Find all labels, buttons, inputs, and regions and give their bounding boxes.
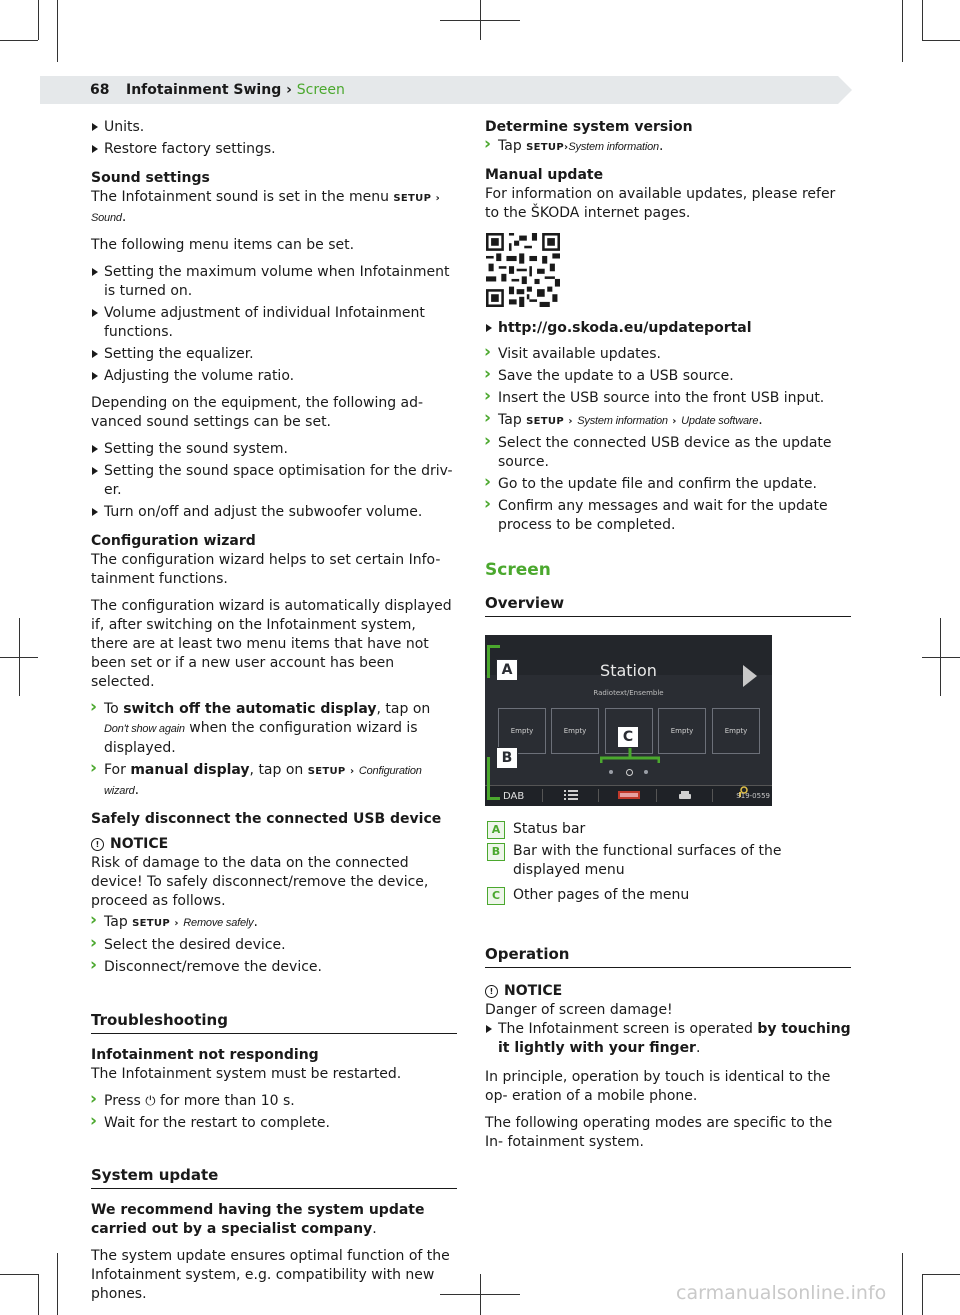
legend-text: Status bar	[513, 821, 586, 837]
menu-item-configuration-wizard: Configuration wizard	[104, 765, 422, 797]
callout-b: B	[496, 747, 518, 769]
text: We recommend having the system update carried out by a specialist company	[91, 1202, 425, 1237]
watermark: carmanualsonline.info	[676, 1282, 887, 1304]
update-step: › Select the connected USB device as the update source.	[485, 434, 851, 472]
update-step: › Visit available updates.	[485, 345, 851, 364]
right-column	[485, 118, 851, 231]
system-update-heading: System update	[91, 1166, 457, 1189]
running-header-arrow	[838, 76, 852, 104]
text: Tap	[498, 138, 527, 154]
list-item: Volume adjustment of individual Infotainment functions.	[91, 304, 457, 342]
running-header-title	[126, 81, 345, 100]
text: .	[134, 782, 140, 798]
setup-key: SETUP	[393, 193, 432, 204]
section-name: Screen	[296, 82, 345, 98]
operation-para: In principle, operation by touch is identical to the op- eration of a mobile phone.	[485, 1069, 831, 1104]
text: , tap on	[249, 762, 308, 778]
preset-tile: Empty	[551, 708, 599, 754]
qr-code	[486, 233, 560, 307]
text: , tap on	[376, 701, 431, 717]
setup-key: SETUP	[526, 416, 564, 427]
list-icon	[564, 790, 578, 800]
legend-key: B	[487, 843, 505, 861]
figure-legend	[485, 821, 851, 1160]
operation-item	[485, 1020, 851, 1058]
usb-step	[91, 913, 457, 933]
wizard-step	[91, 761, 457, 801]
menu-item-update-software: Update software	[681, 415, 759, 427]
usb-heading: Safely disconnect the connected USB device	[91, 811, 442, 827]
manual-update-heading: Manual update	[485, 167, 604, 183]
left-column	[91, 118, 457, 1312]
menu-arrow: ›	[672, 416, 677, 427]
troubleshooting-heading: Troubleshooting	[91, 1011, 457, 1034]
update-step: › Go to the update file and confirm the update.	[485, 475, 851, 494]
update-step	[485, 411, 851, 431]
legend-text: Bar with the functional surfaces of the displayed menu	[513, 843, 782, 878]
text: manual display	[130, 762, 250, 778]
legend-item	[485, 821, 851, 843]
station-name: Station	[600, 661, 657, 680]
notice-icon: !	[91, 838, 104, 851]
update-step: › Save the update to a USB source.	[485, 367, 851, 386]
system-update-para: The system update ensures optimal function of the Infotainment system, e.g. compatibility with new phones.	[91, 1248, 450, 1302]
infotainment-screen-figure	[485, 635, 772, 805]
menu-item-sound: Sound	[91, 212, 122, 224]
traffic-program-icon	[618, 791, 640, 799]
list-item: Setting the sound space optimisation for the driv- er.	[91, 462, 457, 500]
legend-item	[485, 887, 851, 909]
text: To	[104, 701, 124, 717]
text: by touching it lightly with your finger	[498, 1021, 851, 1056]
operation-para: The following operating modes are specific to the In- fotainment system.	[485, 1115, 833, 1150]
legend-key: A	[487, 821, 505, 839]
sound-settings-heading: Sound settings	[91, 170, 210, 186]
list-item: Setting the maximum volume when Infotainment is turned on.	[91, 263, 457, 301]
menu-arrow: ›	[350, 766, 355, 777]
usb-step: › Select the desired device.	[91, 936, 457, 955]
text: For	[104, 762, 131, 778]
function-bar-divider	[542, 789, 543, 802]
overview-heading: Overview	[485, 594, 851, 617]
text: when the configuration wizard is displayed.	[104, 720, 418, 756]
text: for more than 10 s.	[155, 1093, 295, 1109]
menu-item-system-information: System information	[577, 415, 668, 427]
notice-text: Danger of screen damage!	[485, 1002, 673, 1018]
list-item: Setting the sound system.	[91, 440, 457, 459]
manual-update-para: For information on available updates, please refer to the ŠKODA internet pages.	[485, 186, 836, 221]
screen-heading: Screen	[485, 560, 551, 580]
update-portal-link[interactable]: http://go.skoda.eu/updateportal	[485, 319, 851, 338]
list-item: Units.	[91, 118, 457, 137]
power-icon: ⏻	[145, 1094, 156, 1109]
system-update-recommendation	[91, 1201, 457, 1239]
callout-bracket-c	[600, 748, 660, 768]
text: Tap	[104, 914, 133, 930]
list-item: Setting the equalizer.	[91, 345, 457, 364]
play-next-icon	[743, 665, 757, 687]
legend-key: C	[487, 887, 505, 905]
wizard-step	[91, 700, 457, 758]
list-item: Adjusting the volume ratio.	[91, 367, 457, 386]
legend-text: Other pages of the menu	[513, 887, 690, 903]
text: .	[758, 412, 763, 428]
update-step: › Insert the USB source into the front USB input.	[485, 389, 851, 408]
text: .	[695, 1040, 701, 1056]
page-number: 68	[90, 82, 110, 98]
list-item: Restore factory settings.	[91, 140, 457, 159]
callout-c: C	[617, 726, 639, 748]
callout-a: A	[496, 659, 518, 681]
version-step	[485, 137, 851, 157]
sound-settings-intro: The Infotainment sound is set in the menu SETUP › Sound.	[91, 189, 441, 225]
text: The Infotainment sound is set in the menu	[91, 189, 394, 205]
notice-label: NOTICE	[110, 836, 169, 852]
notice-text: Risk of damage to the data on the connected device! To safely disconnect/remove the device, proceed as follows.	[91, 855, 429, 909]
breadcrumb-separator: ›	[286, 82, 292, 98]
configuration-wizard-heading: Configuration wizard	[91, 533, 256, 549]
setup-key: SETUP	[307, 766, 346, 777]
preset-tile: Empty	[712, 708, 760, 754]
car-radio-icon	[678, 789, 692, 801]
menu-arrow: ›	[568, 416, 573, 427]
sound-following: The following menu items can be set.	[91, 237, 355, 253]
determine-version-heading: Determine system version	[485, 119, 693, 135]
text: .	[253, 914, 258, 930]
text: The Infotainment screen is operated	[498, 1021, 758, 1037]
menu-arrow: ›	[174, 918, 179, 929]
text: switch off the automatic display	[123, 701, 377, 717]
function-bar-divider	[598, 789, 599, 802]
setup-key: SETUP	[132, 918, 170, 929]
chapter-name: Infotainment Swing	[126, 82, 282, 98]
text: .	[372, 1221, 377, 1237]
troubleshooting-step: › Wait for the restart to complete.	[91, 1114, 457, 1133]
legend-item	[485, 843, 851, 887]
notice-heading	[485, 982, 851, 1001]
text: Press	[104, 1093, 146, 1109]
figure-code: S19-0559	[736, 792, 770, 800]
notice-heading	[91, 835, 457, 854]
troubleshooting-step	[91, 1092, 457, 1111]
operation-heading: Operation	[485, 945, 851, 968]
menu-item-dont-show-again: Don't show again	[104, 723, 185, 735]
usb-step: › Disconnect/remove the device.	[91, 958, 457, 977]
sound-advanced: Depending on the equipment, the following ad- vanced sound settings can be set.	[91, 395, 424, 430]
function-bar-divider	[712, 789, 713, 802]
notice-icon: !	[485, 985, 498, 998]
page-dot-active	[626, 769, 633, 776]
dab-label: DAB	[503, 791, 525, 802]
page-dot	[609, 770, 613, 774]
page-dot	[644, 770, 648, 774]
menu-arrow: ›	[435, 193, 441, 204]
troubleshooting-intro: The Infotainment system must be restarted.	[91, 1066, 402, 1082]
setup-key: SETUP	[526, 142, 564, 153]
infotainment-not-responding-heading: Infotainment not responding	[91, 1047, 319, 1063]
menu-item-remove-safely: Remove safely	[183, 917, 254, 929]
update-step: › Confirm any messages and wait for the update process to be completed.	[485, 497, 851, 535]
preset-tile: Empty	[498, 708, 546, 754]
preset-tile: Empty	[658, 708, 706, 754]
text: .	[658, 138, 664, 154]
menu-item-system-information: System information	[568, 141, 659, 153]
radiotext: Radiotext/Ensemble	[593, 689, 664, 697]
update-steps	[485, 319, 851, 629]
menu-arrow: ›	[563, 142, 569, 153]
configuration-wizard-para: The configuration wizard is automatically displayed if, after switching on the Infotainment system, there are at least two menu items that have not been set or if a new user account has been selected.	[91, 598, 452, 690]
function-bar-divider	[656, 789, 657, 802]
configuration-wizard-intro: The configuration wizard helps to set certain Info- tainment functions.	[91, 552, 441, 587]
text: Tap	[498, 412, 527, 428]
notice-label: NOTICE	[504, 983, 563, 999]
list-item: Turn on/off and adjust the subwoofer volume.	[91, 503, 457, 522]
